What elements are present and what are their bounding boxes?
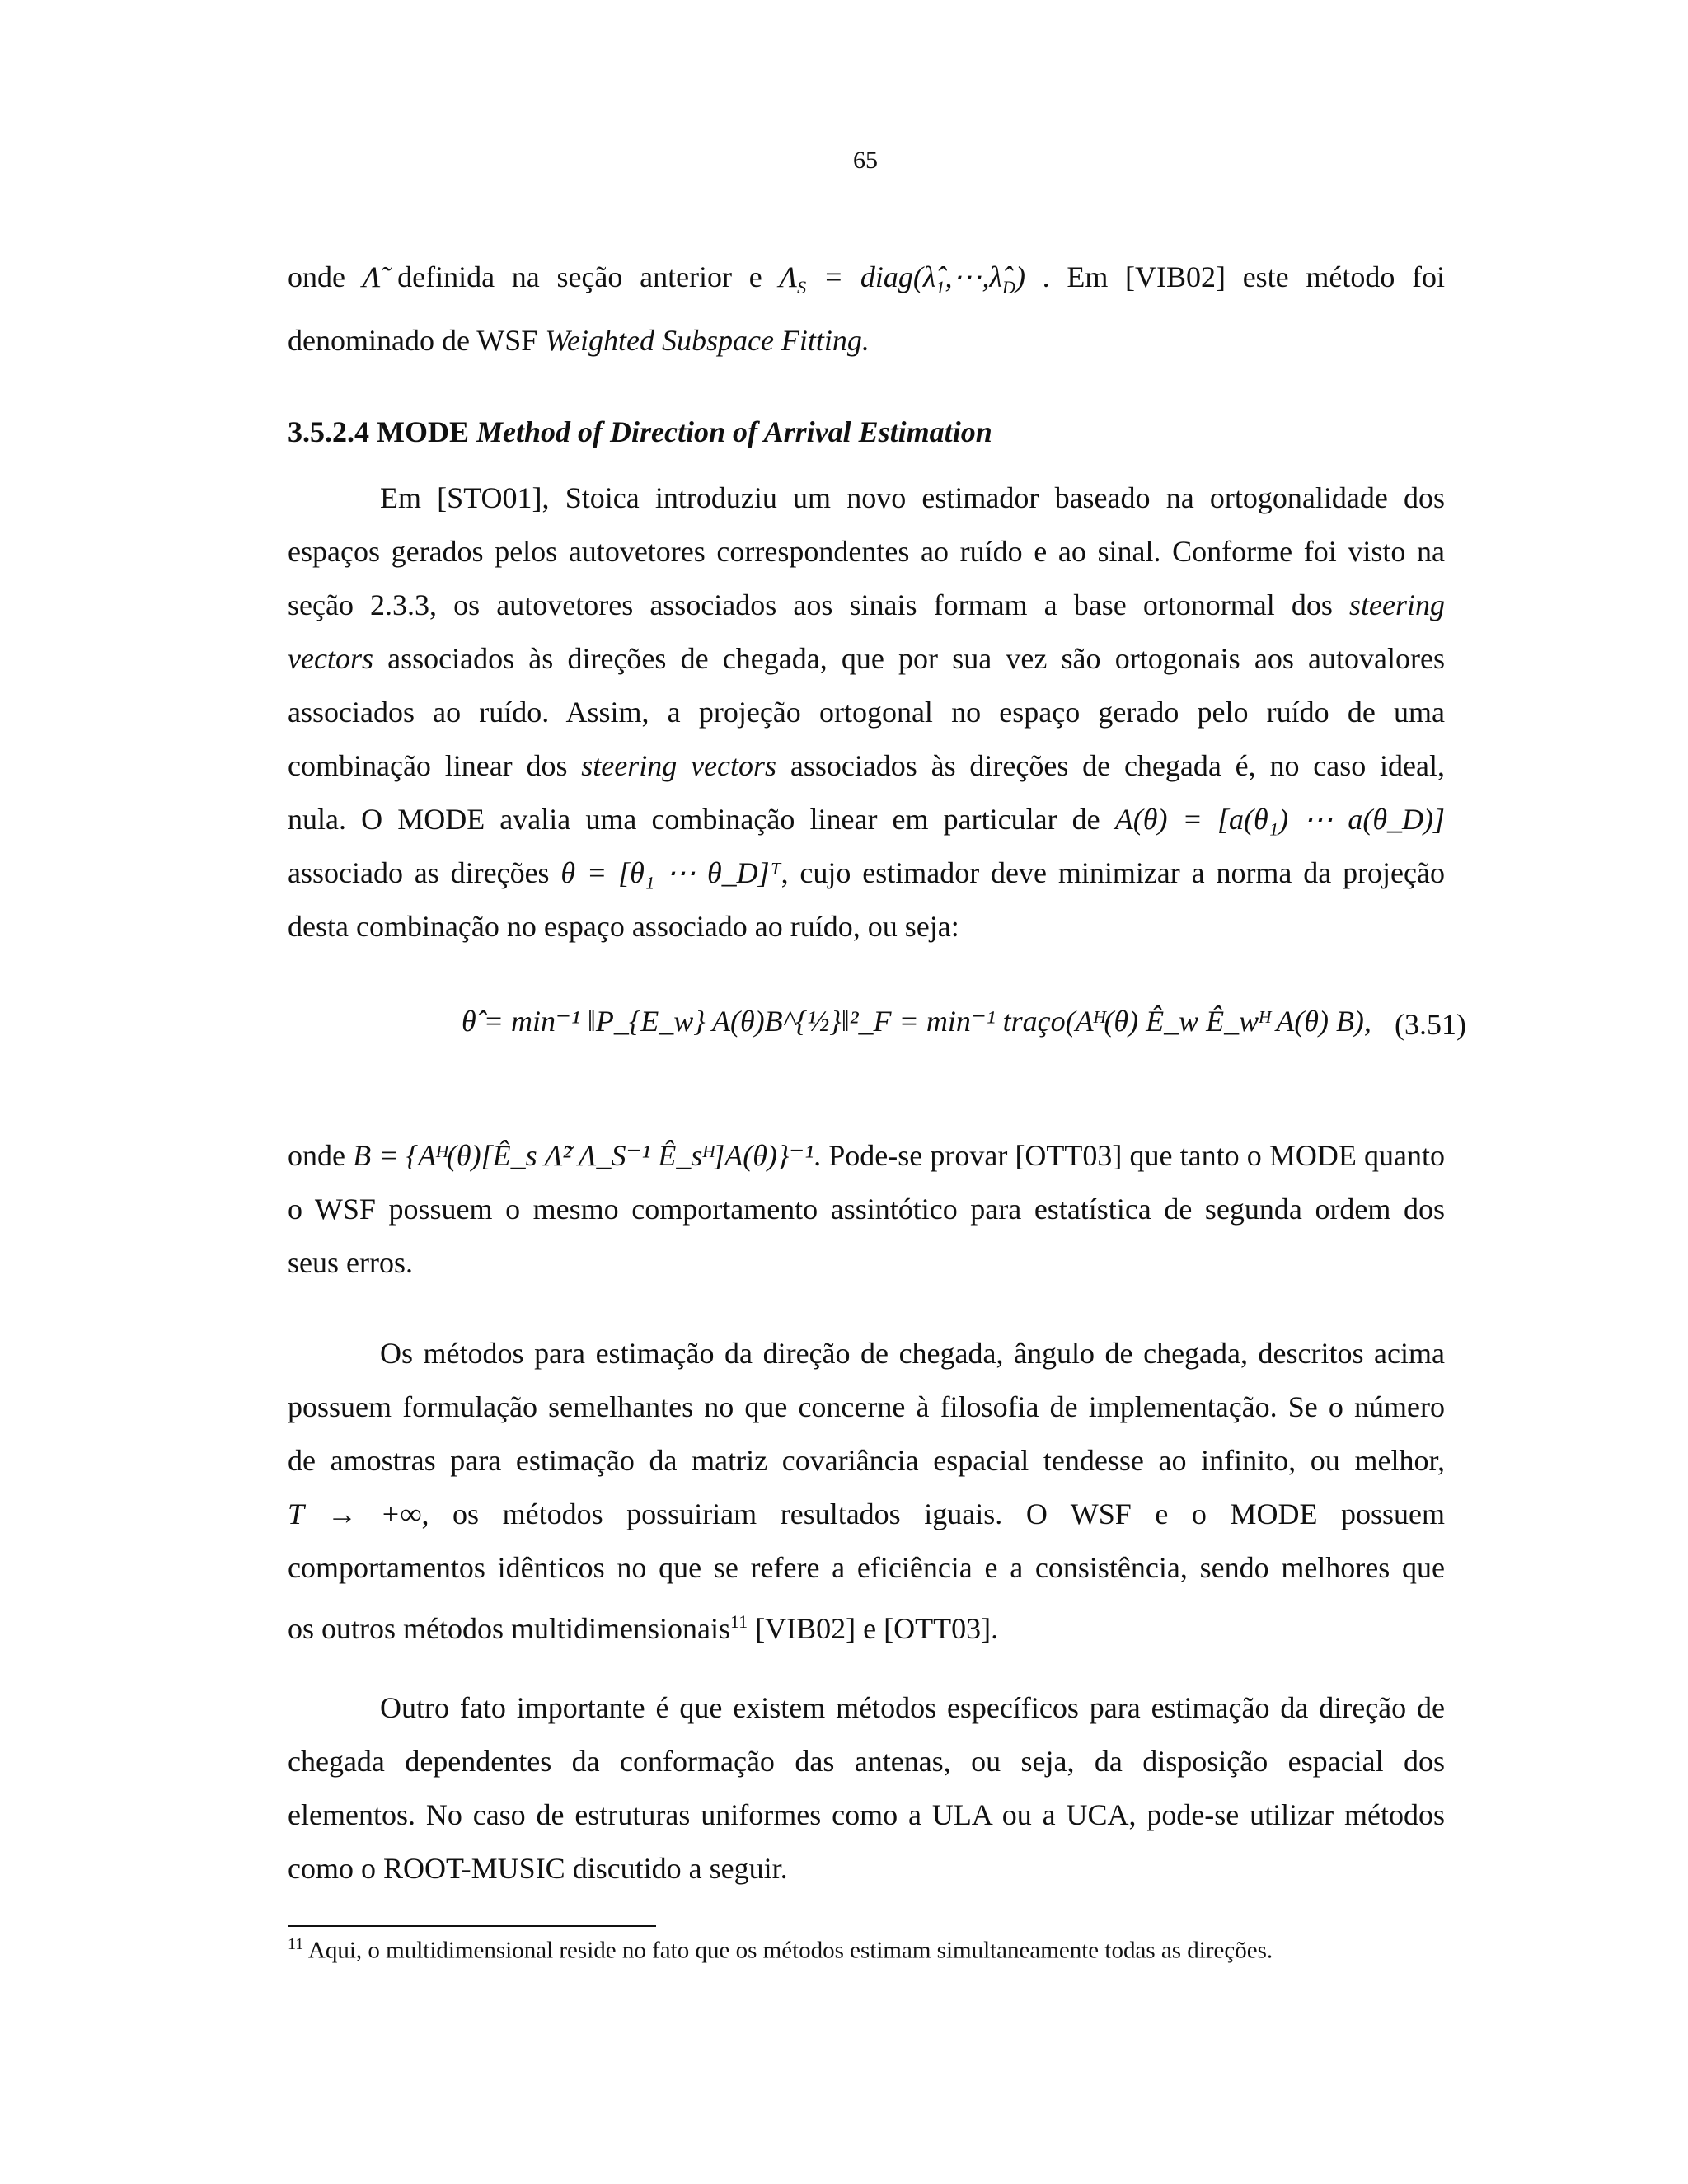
text-line: espaços gerados pelos autovetores correspondentes ao ruído e ao sinal. Conforme foi visto na	[288, 535, 1445, 568]
text-line: associado as direções θ = [θ₁ ⋯ θ_D]ᵀ, cujo estimador deve minimizar a norma da projeção	[288, 856, 1445, 889]
text-line: combinação linear dos steering vectors associados às direções de chegada é, no caso ideal,	[288, 749, 1445, 782]
text-line: desta combinação no espaço associado ao ruído, ou seja:	[288, 910, 959, 943]
text-line	[288, 251, 1445, 314]
text-span: . Em [VIB02] este método foi	[1042, 260, 1446, 293]
math-inline-lambda-s: $\Lambda_S$ = $diag(\lambdâ_1,\cdots,\lambdâ_D)$	[779, 260, 1025, 298]
text-line: o WSF possuem o mesmo comportamento assintótico para estatística de segunda ordem dos	[288, 1193, 1445, 1226]
text-line: associados ao ruído. Assim, a projeção ortogonal no espaço gerado pelo ruído de uma	[288, 696, 1445, 729]
text-span: denominado de WSF	[288, 324, 546, 358]
text-line: seus erros.	[288, 1246, 413, 1279]
text-span: definida na seção anterior e	[397, 260, 762, 293]
text-line: possuem formulação semelhantes no que concerne à filosofia de implementação. Se o número	[288, 1390, 1445, 1423]
paragraph-where-b	[288, 1129, 1445, 1290]
math-inline-b: B = {Aᴴ(θ)[Ê_s Λ̃² Λ_S⁻¹ Ê_sᴴ]A(θ)}⁻¹	[353, 1139, 814, 1172]
text-line: vectors associados às direções de chegada, que por sua vez são ortogonais aos autovalores	[288, 642, 1445, 675]
text-line: seção 2.3.3, os autovetores associados aos sinais formam a base ortonormal dos steering	[288, 588, 1445, 621]
text-line: os outros métodos multidimensionais$^{11}$ [VIB02] e [OTT03].	[288, 1611, 999, 1645]
text-line: onde B = {Aᴴ(θ)[Ê_s Λ̃² Λ_S⁻¹ Ê_sᴴ]A(θ)}⁻¹. Pode-se provar [OTT03] que tanto o MODE quanto	[288, 1139, 1445, 1172]
math-lambda-tilde: Λ̃	[362, 260, 381, 293]
paragraph-mode	[288, 471, 1445, 954]
text-line: chegada dependentes da conformação das antenas, ou seja, da disposição espacial dos	[288, 1745, 1445, 1778]
footnote-mark: 11	[288, 1935, 304, 1953]
equation-number: (3.51)	[1395, 1008, 1466, 1041]
math-inline-theta-vector: θ = [θ₁ ⋯ θ_D]ᵀ	[560, 856, 781, 889]
footnote-divider	[288, 1925, 656, 1927]
text-span: onde	[288, 260, 345, 293]
text-line: Outro fato importante é que existem métodos específicos para estimação da direção de	[380, 1691, 1445, 1724]
italic-span: Weighted Subspace Fitting.	[545, 324, 870, 358]
text-line: de amostras para estimação da matriz covariância espacial tendesse ao infinito, ou melhor,	[288, 1444, 1445, 1477]
display-equation: θ̂ = min⁻¹ ‖P_{E_w} A(θ)B^{½}‖²_F = min⁻¹ traço(Aᴴ(θ) Ê_w Ê_wᴴ A(θ) B),	[462, 1005, 1372, 1038]
math-inline-a-theta: A(θ) = [a(θ₁) ⋯ a(θ_D)]	[1114, 803, 1446, 836]
footnote: $^{11}$ Aqui, o multidimensional reside no fato que os métodos estimam simultaneamente todas as direções.	[288, 1935, 1273, 1964]
paragraph-intro	[288, 251, 1445, 368]
text-line: como o ROOT-MUSIC discutido a seguir.	[288, 1852, 788, 1885]
text-line	[288, 314, 1445, 368]
text-line: Os métodos para estimação da direção de chegada, ângulo de chegada, descritos acima	[380, 1337, 1445, 1370]
paragraph-root-music	[288, 1681, 1445, 1896]
text-line: elementos. No caso de estruturas uniformes como a ULA ou a UCA, pode-se utilizar métodos	[288, 1798, 1445, 1831]
math-inline-t-infinity: T → +∞	[288, 1497, 422, 1530]
text-line: Em [STO01], Stoica introduziu um novo estimador baseado na ortogonalidade dos	[380, 481, 1445, 514]
paragraph-methods	[288, 1327, 1445, 1656]
text-line: T → +∞, os métodos possuiriam resultados iguais. O WSF e o MODE possuem	[288, 1497, 1445, 1530]
section-heading: 3.5.2.4 MODE Method of Direction of Arrival Estimation	[288, 415, 992, 448]
footnote-reference: 11	[730, 1611, 748, 1632]
text-line: comportamentos idênticos no que se refere a eficiência e a consistência, sendo melhores que	[288, 1551, 1445, 1584]
text-line: nula. O MODE avalia uma combinação linear em particular de A(θ) = [a(θ₁) ⋯ a(θ_D)]	[288, 803, 1446, 836]
page-number: 65	[853, 147, 878, 174]
